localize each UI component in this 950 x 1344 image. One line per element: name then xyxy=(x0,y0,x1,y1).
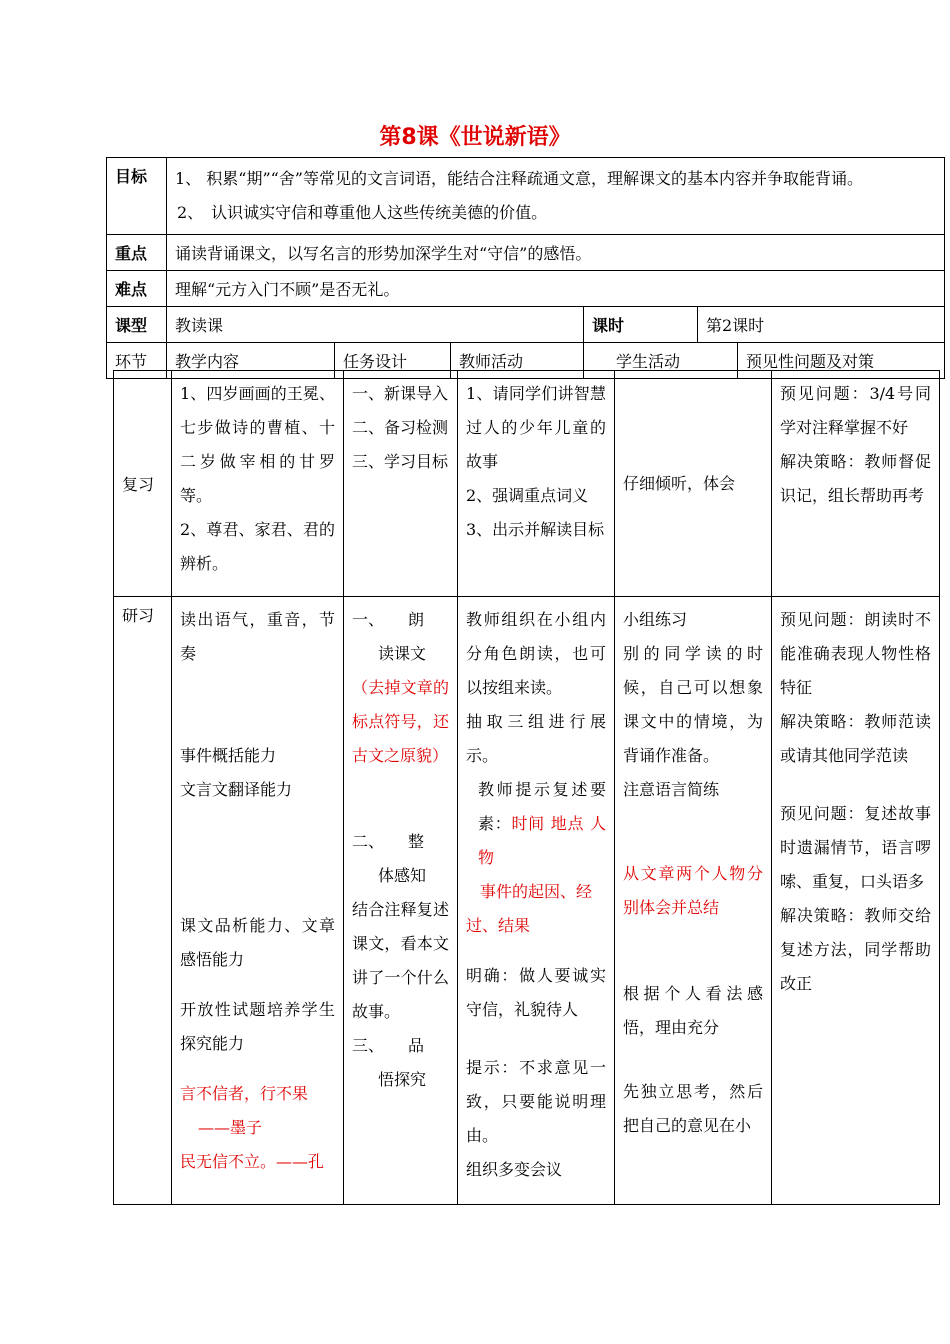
study-task-2-text: 结合注释复述课文，看本文讲了一个什么故事。 xyxy=(352,900,449,1021)
review-teacher-3: 3、出示并解读目标 xyxy=(466,520,605,539)
study-teacher-7: 组织多变会议 xyxy=(466,1160,563,1179)
study-teacher-3-text: 教师提示复述要素： xyxy=(478,780,606,833)
review-tasks xyxy=(344,371,458,597)
study-task-2b: 体感知 xyxy=(378,866,427,885)
study-task-3b: 悟探究 xyxy=(378,1070,427,1089)
study-problem-1: 预见问题：朗读时不能准确表现人物性格特征 xyxy=(780,610,931,697)
study-student xyxy=(615,597,772,1205)
study-content-4: 课文品析能力、文章感悟能力 xyxy=(180,916,335,969)
quote-mozi-source: ——墨子 xyxy=(198,1118,263,1137)
study-teacher-3 xyxy=(466,773,606,875)
study-teacher-2: 抽取三组进行展示。 xyxy=(466,712,606,765)
study-teacher-6: 提示：不求意见一致，只要能说明理由。 xyxy=(466,1058,606,1145)
study-student-3: 注意语言简练 xyxy=(623,780,720,799)
hours-label: 课时 xyxy=(584,307,698,343)
review-content xyxy=(172,371,344,597)
key-text: 诵读背诵课文，以写名言的形势加深学生对“守信”的感悟。 xyxy=(167,235,945,271)
study-task-3: 三、 品 xyxy=(352,1036,425,1055)
quote-mozi: 言不信者，行不果 xyxy=(180,1084,309,1103)
study-problem-2: 解决策略：教师范读或请其他同学范读 xyxy=(780,712,931,765)
review-teacher xyxy=(458,371,615,597)
review-task-2: 二、备习检测 xyxy=(352,418,449,437)
column-stage: 环节 xyxy=(107,343,167,379)
header-table xyxy=(106,157,945,379)
review-teacher-1: 1、请同学们讲智慧过人的少年儿童的故事 xyxy=(466,384,606,471)
review-stage: 复习 xyxy=(114,371,172,597)
goal-cell xyxy=(167,158,945,235)
study-teacher-1: 教师组织在小组内分角色朗读，也可以按组来读。 xyxy=(466,610,606,697)
study-content-2: 事件概括能力 xyxy=(180,746,277,765)
study-teacher xyxy=(458,597,615,1205)
key-label: 重点 xyxy=(107,235,167,271)
study-task-1-note: （去掉文章的标点符号，还古文之原貌） xyxy=(352,678,449,765)
study-teacher-3-red: 时间 地点 人物 xyxy=(478,814,606,867)
review-problem-2: 解决策略：教师督促识记，组长帮助再考 xyxy=(780,452,931,505)
study-stage: 研习 xyxy=(114,597,172,1205)
hours-value: 第2课时 xyxy=(698,307,945,343)
review-student: 仔细倾听，体会 xyxy=(615,371,772,597)
type-label: 课型 xyxy=(107,307,167,343)
study-content-3: 文言文翻译能力 xyxy=(180,780,293,799)
study-student-5: 根据个人看法感悟，理由充分 xyxy=(623,984,763,1037)
study-problems xyxy=(772,597,940,1205)
study-student-6: 先独立思考，然后把自己的意见在小 xyxy=(623,1082,763,1135)
difficulty-label: 难点 xyxy=(107,271,167,307)
column-content: 教学内容 xyxy=(167,343,335,379)
study-student-2: 别的同学读的时候，自己可以想象课文中的情境，为背诵作准备。 xyxy=(623,644,763,765)
review-teacher-2: 2、强调重点词义 xyxy=(466,486,589,505)
review-problem-1: 预见问题：3/4号同学对注释掌握不好 xyxy=(780,384,931,437)
study-student-1: 小组练习 xyxy=(623,610,688,629)
study-task-2: 二、 整 xyxy=(352,832,425,851)
study-problem-4: 解决策略：教师交给复述方法，同学帮助改正 xyxy=(780,906,931,993)
study-tasks xyxy=(344,597,458,1205)
study-problem-3: 预见问题：复述故事时遗漏情节，语言啰嗦、重复，口头语多 xyxy=(780,804,931,891)
column-teacher: 教师活动 xyxy=(451,343,584,379)
review-content-2: 2、尊君、家君、君的辨析。 xyxy=(180,520,335,573)
study-content-1: 读出语气，重音，节奏 xyxy=(180,610,335,663)
study-task-1: 一、 朗 xyxy=(352,610,425,629)
difficulty-text: 理解“元方入门不顾”是否无礼。 xyxy=(167,271,945,307)
review-content-1: 1、四岁画画的王冕、七步做诗的曹植、十二岁做宰相的甘罗等。 xyxy=(180,384,335,505)
study-student-4: 从文章两个人物分别体会并总结 xyxy=(623,864,763,917)
study-task-1b: 读课文 xyxy=(378,644,427,663)
activity-table xyxy=(113,370,940,1205)
study-teacher-5: 明确：做人要诚实守信，礼貌待人 xyxy=(466,966,606,1019)
type-value: 教读课 xyxy=(167,307,584,343)
goal-label: 目标 xyxy=(107,158,167,235)
page-title: 第8课《世说新语》 xyxy=(379,125,571,150)
column-student: 学生活动 xyxy=(584,343,738,379)
study-content-5: 开放性试题培养学生探究能力 xyxy=(180,1000,335,1053)
column-problems: 预见性问题及对策 xyxy=(738,343,945,379)
study-teacher-4: 事件的起因、经过、结果 xyxy=(466,882,592,935)
review-task-3: 三、学习目标 xyxy=(352,452,449,471)
goal-2: 2、 认识诚实守信和尊重他人这些传统美德的价值。 xyxy=(177,203,548,222)
column-tasks: 任务设计 xyxy=(335,343,451,379)
study-content xyxy=(172,597,344,1205)
review-task-1: 一、新课导入 xyxy=(352,384,449,403)
goal-1: 1、 积累“期”“舍”等常见的文言词语，能结合注释疏通文意，理解课文的基本内容并争取能背诵。 xyxy=(175,169,863,188)
quote-confucius: 民无信不立。——孔 xyxy=(180,1152,325,1171)
review-problems xyxy=(772,371,940,597)
